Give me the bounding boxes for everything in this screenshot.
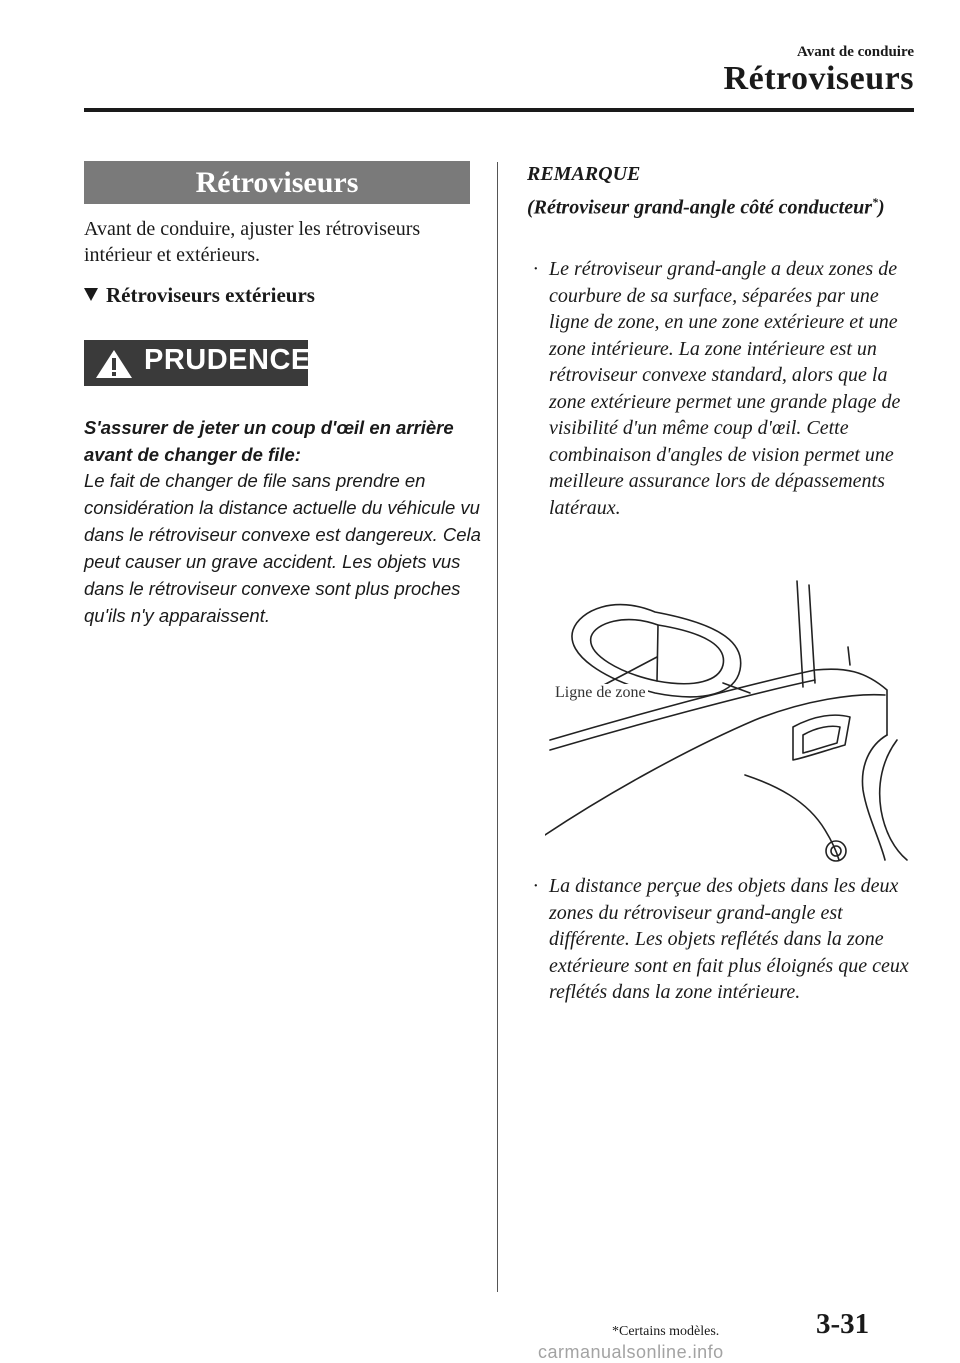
triangle-down-icon — [84, 288, 98, 301]
note-bullet-text: La distance perçue des objets dans les deux zones du rétroviseur grand-angle est différente. Les objets reflétés dans la zone extérieure sont en fait plus éloignés que ceux reflétés dans la zone intérieure. — [549, 875, 909, 1003]
page-number: 3-31 — [816, 1308, 870, 1340]
note-bullet-text: Le rétroviseur grand-angle a deux zones de courbure de sa surface, séparées par une ligne de zone, en une zone extérieure et une zone intérieure. La zone intérieure est un rétroviseur convexe standard, alors que la zone extérieure permet une grande plage de visibilité d'un même coup d'œil. Cette combinaison d'angles de vision permet une meilleure assurance lors de dépassements latéraux. — [549, 258, 901, 519]
note-subtitle — [527, 189, 907, 222]
intro-paragraph: Avant de conduire, ajuster les rétroviseurs intérieur et extérieurs. — [84, 218, 421, 266]
caution-badge — [84, 340, 311, 386]
bullet-dot: · — [533, 875, 538, 897]
note-asterisk: * — [872, 195, 878, 209]
mirror-illustration — [545, 575, 925, 865]
note-subtitle-text: (Rétroviseur grand-angle côté conducteur — [527, 196, 872, 219]
header-rule — [84, 108, 914, 112]
figure-label: Ligne de zone — [555, 684, 646, 701]
caution-label: PRUDENCE — [144, 344, 311, 376]
bullet-dot: · — [533, 258, 538, 280]
footnote: *Certains modèles. — [612, 1324, 720, 1339]
subheading-text: Rétroviseurs extérieurs — [106, 283, 315, 307]
note-title: REMARQUE — [527, 163, 641, 185]
subheading — [84, 283, 315, 308]
chapter-header: Avant de conduire — [797, 44, 914, 60]
caution-bold-text: S'assurer de jeter un coup d'œil en arrière avant de changer de file: — [84, 417, 454, 465]
column-divider — [497, 162, 498, 1292]
watermark: carmanualsonline.info — [538, 1342, 724, 1362]
warning-triangle-icon — [94, 348, 134, 380]
note-subtitle-close: ) — [878, 196, 885, 219]
caution-body-text: Le fait de changer de file sans prendre en considération la distance actuelle du véhicule vu dans le rétroviseur convexe est dangereux. Cela peut causer un grave accident. Les objets vus dans le rétroviseur convexe sont plus proches qu'ils n'y apparaissent. — [84, 470, 481, 626]
section-banner: Rétroviseurs — [84, 161, 470, 204]
page-header-title: Rétroviseurs — [723, 60, 914, 97]
